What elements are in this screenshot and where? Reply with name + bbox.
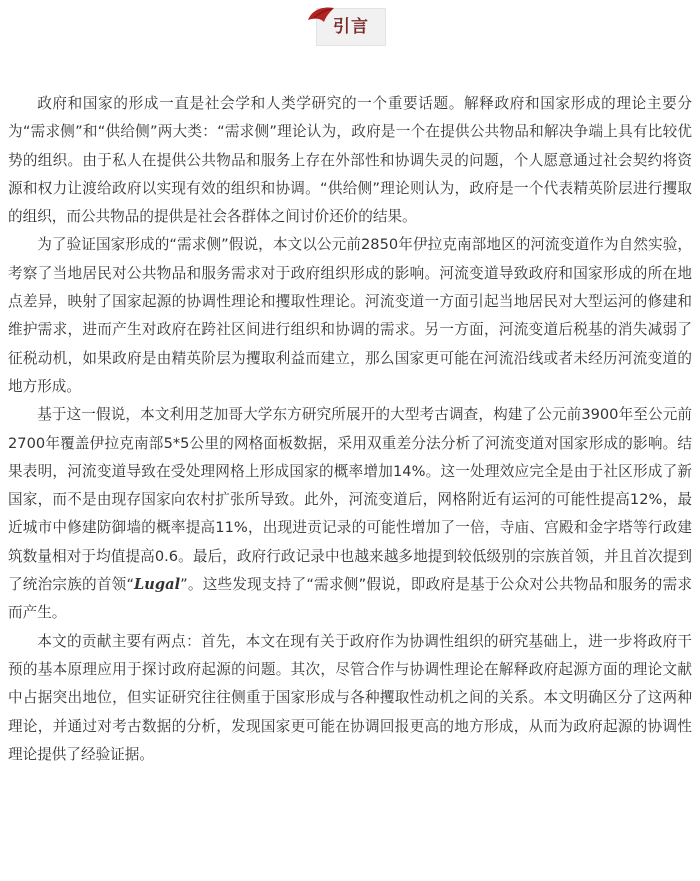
paragraph-hypothesis: 为了验证国家形成的“需求侧”假说，本文以公元前2850年伊拉克南部地区的河流变道作为自然实验，考察了当地居民对公共物品和服务需求对于政府组织形成的影响。河流变道导致政府和国家形成的所在地点差异，映射了国家起源的协调性理论和攫取性理论。河流变道一方面引起当地居民对大型运河的修建和维护需求，进而产生对政府在跨社区间进行组织和协调的需求。另一方面，河流变道后税基的消失减弱了征税动机，如果政府是由精英阶层为攫取利益而建立，那么国家更可能在河流沿线或者未经历河流变道的地方形成。 <box>8 236 692 395</box>
lugal-term: Lugal <box>134 576 181 594</box>
page-title: 引言 <box>333 17 369 37</box>
section-header <box>300 0 390 48</box>
article-body <box>8 90 692 769</box>
findings-text-before: 基于这一假说，本文利用芝加哥大学东方研究所展开的大型考古调查，构建了公元前3900年至公元前2700年覆盖伊拉克南部5*5公里的网格面板数据，采用双重差分法分析了河流变道对国家形成的影响。结果表明，河流变道导致在受处理网格上形成国家的概率增加14%。这一处理效应完全是由于社区形成了新国家，而不是由现存国家向农村扩张所导致。此外，河流变道后，网格附近有运河的可能性提高12%，最近城市中修建防御墙的概率提高11%，出现进贡记录的可能性增加了一倍，寺庙、宫殿和金字塔等行政建筑数量相对于均值提高0.6。最后，政府行政记录中也越来越多地提到较低级别的宗族首领，并且首次提到了统治宗族的首领“ <box>8 406 692 594</box>
paragraph-contribution: 本文的贡献主要有两点：首先，本文在现有关于政府作为协调性组织的研究基础上，进一步将政府干预的基本原理应用于探讨政府起源的问题。其次，尽管合作与协调性理论在解释政府起源方面的理论文献中占据突出地位，但实证研究往往侧重于国家形成与各种攫取性动机之间的关系。本文明确区分了这两种理论，并通过对考古数据的分析，发现国家更可能在协调回报更高的地方形成，从而为政府起源的协调性理论提供了经验证据。 <box>8 632 692 763</box>
paragraph-findings <box>8 401 692 627</box>
findings-text-after: ”。这些发现支持了“需求侧”假说，即政府是基于公众对公共物品和服务的需求而产生。 <box>8 576 692 622</box>
paragraph-intro: 政府和国家的形成一直是社会学和人类学研究的一个重要话题。解释政府和国家形成的理论主要分为“需求侧”和“供给侧”两大类：“需求侧”理论认为，政府是一个在提供公共物品和解决争端上具有比较优势的组织。由于私人在提供公共物品和服务上存在外部性和协调失灵的问题，个人愿意通过社会契约将资源和权力让渡给政府以实现有效的组织和协调。“供给侧”理论则认为，政府是一个代表精英阶层进行攫取的组织，而公共物品的提供是社会各群体之间讨价还价的结果。 <box>8 95 692 226</box>
